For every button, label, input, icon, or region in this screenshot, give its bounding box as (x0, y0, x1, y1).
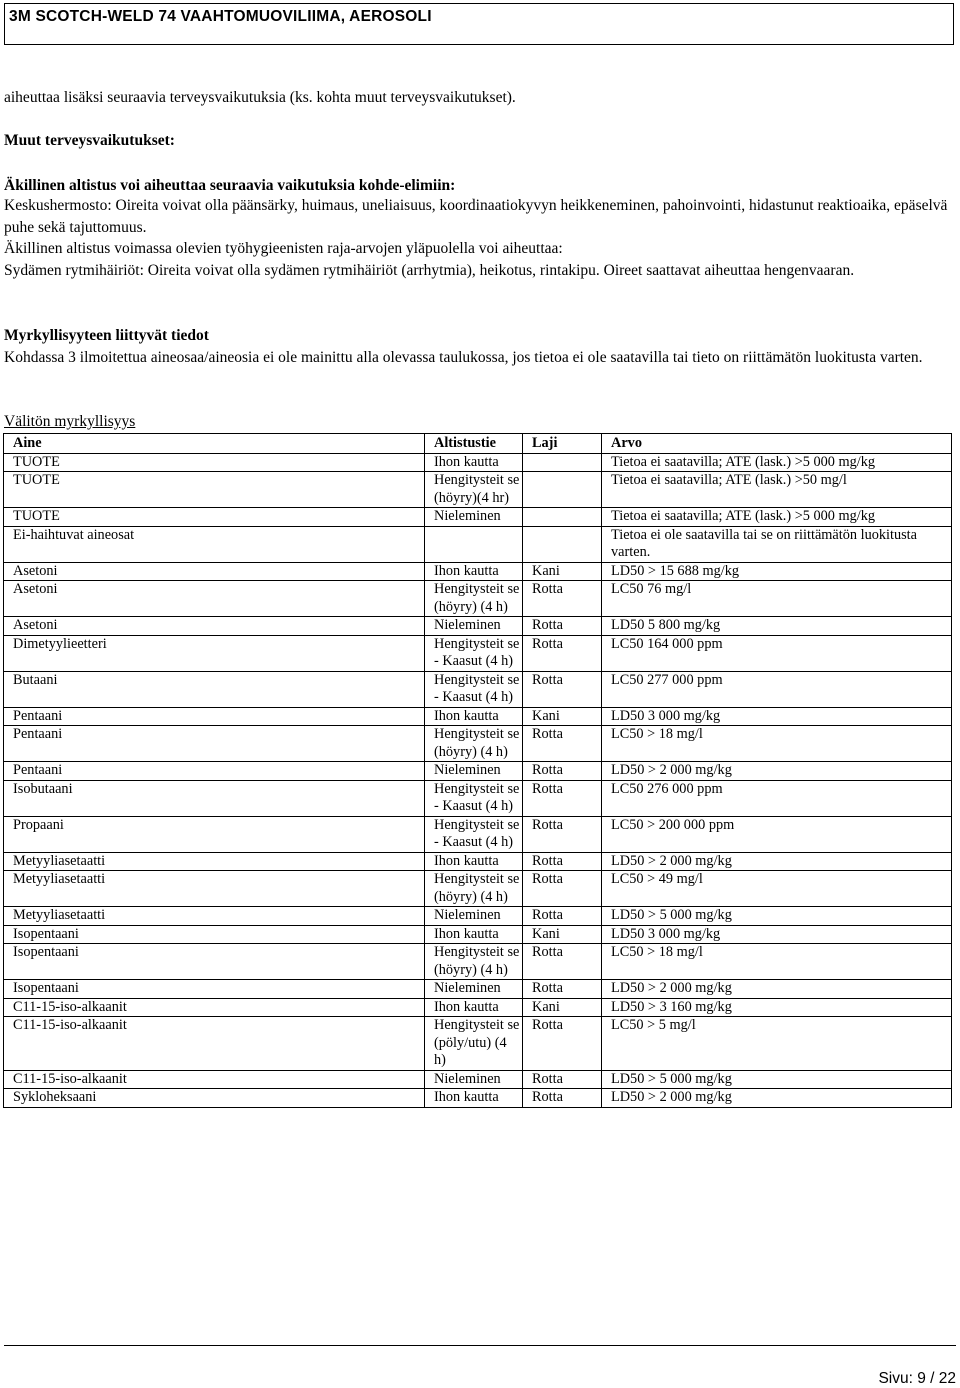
table-header-row (4, 434, 952, 454)
cell-laji: Rotta (523, 1017, 602, 1071)
cell-laji: Kani (523, 562, 602, 581)
cell-altistustie: Hengitysteit se - Kaasut (4 h) (425, 671, 523, 707)
cell-altistustie: Ihon kautta (425, 998, 523, 1017)
cell-laji: Rotta (523, 762, 602, 781)
cell-altistustie: Hengitysteit se - Kaasut (4 h) (425, 816, 523, 852)
cell-altistustie: Nieleminen (425, 980, 523, 999)
cell-arvo: LD50 > 2 000 mg/kg (602, 762, 952, 781)
cell-laji: Kani (523, 925, 602, 944)
cell-aine: Isopentaani (4, 980, 425, 999)
cell-laji: Rotta (523, 852, 602, 871)
cell-arvo: Tietoa ei saatavilla; ATE (lask.) >5 000 mg/kg (602, 453, 952, 472)
cell-laji: Rotta (523, 726, 602, 762)
table-row (4, 871, 952, 907)
cell-aine: Asetoni (4, 562, 425, 581)
table-row (4, 526, 952, 562)
cell-arvo: LD50 3 000 mg/kg (602, 925, 952, 944)
cell-aine: Dimetyylieetteri (4, 635, 425, 671)
akillinen-text: Äkillinen altistus voimassa olevien työhygieenisten raja-arvojen yläpuolella voi aiheuttaa: (4, 240, 563, 257)
header-aine: Aine (4, 434, 425, 454)
table-row (4, 1089, 952, 1108)
cell-arvo: LD50 > 2 000 mg/kg (602, 1089, 952, 1108)
keskushermosto-text: Keskushermosto: Oireita voivat olla päänsärky, huimaus, uneliaisuus, koordinaatiokyvyn heikkeneminen, pahoinvointi, hidastunut reaktioaika, epäselvä puhe sekä tajuttomuus. (4, 197, 948, 236)
cell-aine: Isopentaani (4, 944, 425, 980)
cell-arvo: LD50 > 2 000 mg/kg (602, 852, 952, 871)
cell-laji: Rotta (523, 907, 602, 926)
cell-aine: TUOTE (4, 453, 425, 472)
table-row (4, 816, 952, 852)
table-row (4, 762, 952, 781)
cell-aine: Propaani (4, 816, 425, 852)
cell-arvo: LC50 > 49 mg/l (602, 871, 952, 907)
cell-laji (523, 508, 602, 527)
cell-arvo: LD50 > 5 000 mg/kg (602, 1070, 952, 1089)
table-row (4, 925, 952, 944)
cell-aine: Metyyliasetaatti (4, 907, 425, 926)
cell-altistustie: Hengitysteit se (höyry) (4 h) (425, 581, 523, 617)
cell-laji (523, 472, 602, 508)
muut-heading: Muut terveysvaikutukset: (4, 132, 175, 149)
cell-laji: Rotta (523, 780, 602, 816)
cell-aine: Metyyliasetaatti (4, 871, 425, 907)
cell-laji: Rotta (523, 581, 602, 617)
cell-aine: C11-15-iso-alkaanit (4, 998, 425, 1017)
cell-altistustie: Ihon kautta (425, 1089, 523, 1108)
cell-aine: Asetoni (4, 617, 425, 636)
cell-arvo: LC50 > 18 mg/l (602, 726, 952, 762)
cell-altistustie: Nieleminen (425, 762, 523, 781)
table-row (4, 852, 952, 871)
cell-altistustie: Ihon kautta (425, 852, 523, 871)
cell-arvo: LD50 > 3 160 mg/kg (602, 998, 952, 1017)
table-row (4, 1070, 952, 1089)
cell-altistustie: Hengitysteit se (höyry) (4 h) (425, 944, 523, 980)
cell-laji: Kani (523, 707, 602, 726)
cell-arvo: LC50 > 200 000 ppm (602, 816, 952, 852)
table-row (4, 707, 952, 726)
cell-arvo: Tietoa ei saatavilla; ATE (lask.) >50 mg/l (602, 472, 952, 508)
cell-altistustie: Hengitysteit se (höyry)(4 hr) (425, 472, 523, 508)
akillinen-heading: Äkillinen altistus voi aiheuttaa seuraavia vaikutuksia kohde-elimiin: (4, 177, 456, 194)
cell-altistustie: Hengitysteit se - Kaasut (4 h) (425, 635, 523, 671)
cell-arvo: LD50 3 000 mg/kg (602, 707, 952, 726)
cell-laji: Rotta (523, 944, 602, 980)
footer-rule (4, 1345, 956, 1346)
page-number: Sivu: 9 / 22 (878, 1370, 956, 1387)
document-header (4, 3, 954, 45)
cell-arvo: LC50 277 000 ppm (602, 671, 952, 707)
table-row (4, 508, 952, 527)
cell-laji: Rotta (523, 871, 602, 907)
valiton-heading: Välitön myrkyllisyys (4, 413, 136, 430)
intro-line: aiheuttaa lisäksi seuraavia terveysvaikutuksia (ks. kohta muut terveysvaikutukset). (4, 89, 516, 106)
header-altistustie: Altistustie (425, 434, 523, 454)
table-row (4, 562, 952, 581)
cell-laji: Rotta (523, 1070, 602, 1089)
cell-aine: TUOTE (4, 472, 425, 508)
table-row (4, 635, 952, 671)
cell-laji: Rotta (523, 980, 602, 999)
cell-arvo: LC50 > 5 mg/l (602, 1017, 952, 1071)
cell-arvo: LD50 > 15 688 mg/kg (602, 562, 952, 581)
table-row (4, 1017, 952, 1071)
header-laji: Laji (523, 434, 602, 454)
cell-aine: TUOTE (4, 508, 425, 527)
cell-altistustie: Ihon kautta (425, 453, 523, 472)
table-row (4, 780, 952, 816)
cell-laji (523, 453, 602, 472)
cell-altistustie: Hengitysteit se (höyry) (4 h) (425, 726, 523, 762)
table-row (4, 907, 952, 926)
cell-arvo: LC50 76 mg/l (602, 581, 952, 617)
cell-laji (523, 526, 602, 562)
myrkyllisyys-text: Kohdassa 3 ilmoitettua aineosaa/aineosia ei ole mainittu alla olevassa taulukossa, jos tietoa ei ole saatavilla tai tieto on riittämätön luokitusta varten. (4, 349, 923, 366)
cell-aine: Isobutaani (4, 780, 425, 816)
table-row (4, 472, 952, 508)
table-row (4, 726, 952, 762)
table-row (4, 617, 952, 636)
table-row (4, 980, 952, 999)
table-row (4, 998, 952, 1017)
cell-aine: Butaani (4, 671, 425, 707)
cell-arvo: LD50 5 800 mg/kg (602, 617, 952, 636)
cell-aine: C11-15-iso-alkaanit (4, 1017, 425, 1071)
cell-aine: Isopentaani (4, 925, 425, 944)
cell-altistustie: Hengitysteit se (höyry) (4 h) (425, 871, 523, 907)
cell-laji: Rotta (523, 671, 602, 707)
cell-arvo: LC50 276 000 ppm (602, 780, 952, 816)
cell-arvo: LD50 > 5 000 mg/kg (602, 907, 952, 926)
cell-aine: Ei-haihtuvat aineosat (4, 526, 425, 562)
cell-aine: Pentaani (4, 707, 425, 726)
cell-altistustie: Nieleminen (425, 907, 523, 926)
cell-arvo: Tietoa ei ole saatavilla tai se on riittämätön luokitusta varten. (602, 526, 952, 562)
cell-arvo: LD50 > 2 000 mg/kg (602, 980, 952, 999)
cell-laji: Rotta (523, 816, 602, 852)
cell-aine: Metyyliasetaatti (4, 852, 425, 871)
cell-altistustie: Nieleminen (425, 1070, 523, 1089)
table-row (4, 581, 952, 617)
cell-altistustie: Ihon kautta (425, 707, 523, 726)
cell-aine: Asetoni (4, 581, 425, 617)
cell-arvo: Tietoa ei saatavilla; ATE (lask.) >5 000 mg/kg (602, 508, 952, 527)
cell-altistustie: Nieleminen (425, 617, 523, 636)
cell-altistustie: Hengitysteit se - Kaasut (4 h) (425, 780, 523, 816)
cell-laji: Kani (523, 998, 602, 1017)
cell-laji: Rotta (523, 617, 602, 636)
cell-altistustie: Nieleminen (425, 508, 523, 527)
cell-altistustie (425, 526, 523, 562)
cell-aine: Pentaani (4, 762, 425, 781)
cell-arvo: LC50 > 18 mg/l (602, 944, 952, 980)
cell-altistustie: Ihon kautta (425, 562, 523, 581)
table-row (4, 944, 952, 980)
sydan-text: Sydämen rytmihäiriöt: Oireita voivat olla sydämen rytmihäiriöt (arrhytmia), heikotus, rintakipu. Oireet saattavat aiheuttaa hengenvaaran. (4, 262, 855, 279)
table-row (4, 453, 952, 472)
cell-altistustie: Ihon kautta (425, 925, 523, 944)
myrkyllisyys-heading: Myrkyllisyyteen liittyvät tiedot (4, 327, 209, 344)
header-arvo: Arvo (602, 434, 952, 454)
cell-aine: C11-15-iso-alkaanit (4, 1070, 425, 1089)
cell-laji: Rotta (523, 1089, 602, 1108)
cell-altistustie: Hengitysteit se (pöly/utu) (4 h) (425, 1017, 523, 1071)
document-title: 3M SCOTCH-WELD 74 VAAHTOMUOVILIIMA, AEROSOLI (9, 8, 432, 25)
cell-aine: Pentaani (4, 726, 425, 762)
table-row (4, 671, 952, 707)
toxicity-table (3, 433, 952, 1108)
cell-aine: Sykloheksaani (4, 1089, 425, 1108)
cell-laji: Rotta (523, 635, 602, 671)
cell-arvo: LC50 164 000 ppm (602, 635, 952, 671)
